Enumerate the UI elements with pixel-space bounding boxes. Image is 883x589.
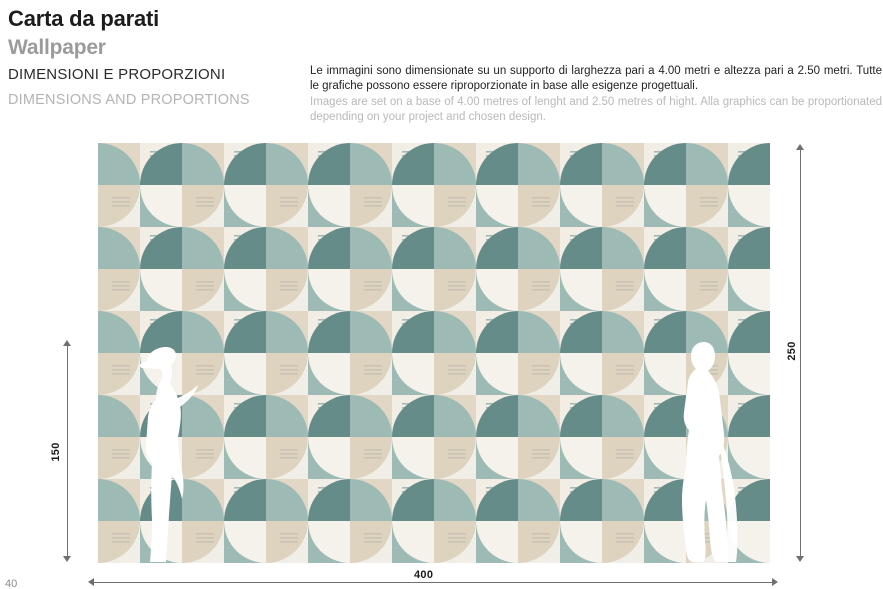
dim-bottom-label: 400 <box>414 569 434 581</box>
section-heading: DIMENSIONI E PROPORZIONI <box>8 66 226 83</box>
wallpaper-preview-panel <box>98 143 770 563</box>
dim-bottom-arrow-right <box>772 578 778 586</box>
dim-left-arrow-bottom <box>63 556 71 562</box>
dim-left-label: 150 <box>50 442 62 462</box>
section-heading-translation: DIMENSIONS AND PROPORTIONS <box>8 92 250 108</box>
dim-right-label: 250 <box>786 341 798 361</box>
dim-right-arrow-bottom <box>796 556 804 562</box>
page-title-translation: Wallpaper <box>8 36 106 59</box>
page-title: Carta da parati <box>8 6 160 31</box>
child-silhouette-boy <box>136 341 210 563</box>
description-english: Images are set on a base of 4.00 metres of lenght and 2.50 metres of hight. Alla graphics can be proportionated depending on your project and chosen design. <box>310 96 882 123</box>
dim-bottom-line <box>94 582 772 583</box>
dim-left-line <box>67 344 68 560</box>
corner-note: 40 <box>5 578 18 589</box>
description-italian: Le immagini sono dimensionate su un supporto di larghezza pari a 4.00 metri e altezza pari a 2.50 metri. Tutte le grafiche possono essere riproporzionate in base alle esigenze progettuali. <box>310 65 882 92</box>
child-silhouette-girl <box>670 338 742 563</box>
dim-right-line <box>800 148 801 560</box>
